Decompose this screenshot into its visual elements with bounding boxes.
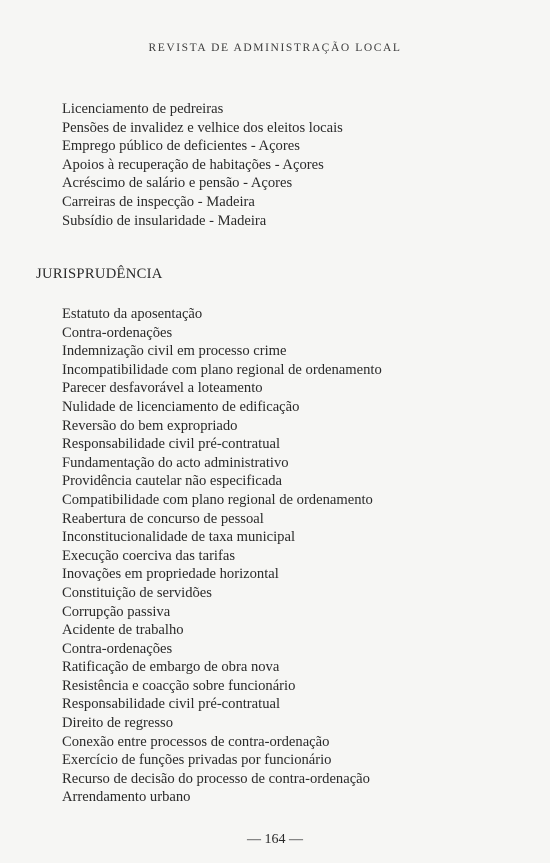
jurisprudence-list bbox=[62, 305, 382, 807]
section-title-jurisprudence: JURISPRUDÊNCIA bbox=[36, 266, 163, 282]
list-item: Parecer desfavorável a loteamento bbox=[62, 380, 263, 397]
list-item: Responsabilidade civil pré-contratual bbox=[62, 696, 281, 713]
page-number: — 164 — bbox=[247, 832, 303, 847]
list-item: Pensões de invalidez e velhice dos eleitos locais bbox=[62, 119, 343, 136]
list-item: Acréscimo de salário e pensão - Açores bbox=[62, 175, 293, 192]
list-item: Incompatibilidade com plano regional de ordenamento bbox=[62, 361, 382, 378]
list-item: Estatuto da aposentação bbox=[62, 306, 203, 322]
list-item: Apoios à recuperação de habitações - Açores bbox=[62, 156, 324, 173]
list-item: Arrendamento urbano bbox=[62, 789, 191, 806]
legislation-list bbox=[62, 100, 343, 230]
list-item: Execução coerciva das tarifas bbox=[62, 547, 235, 564]
list-item: Emprego público de deficientes - Açores bbox=[62, 138, 300, 155]
list-item: Inovações em propriedade horizontal bbox=[62, 566, 279, 583]
list-item: Subsídio de insularidade - Madeira bbox=[62, 212, 267, 229]
list-item: Conexão entre processos de contra-ordenação bbox=[62, 733, 330, 750]
list-item: Carreiras de inspecção - Madeira bbox=[62, 193, 255, 210]
list-item: Nulidade de licenciamento de edificação bbox=[62, 398, 300, 415]
list-item: Direito de regresso bbox=[62, 715, 174, 732]
list-item: Exercício de funções privadas por funcionário bbox=[62, 752, 332, 769]
list-item: Acidente de trabalho bbox=[62, 622, 184, 639]
list-item: Responsabilidade civil pré-contratual bbox=[62, 436, 281, 453]
list-item: Contra-ordenações bbox=[62, 324, 173, 341]
list-item: Licenciamento de pedreiras bbox=[62, 101, 224, 117]
list-item: Reabertura de concurso de pessoal bbox=[62, 510, 264, 527]
list-item: Resistência e coacção sobre funcionário bbox=[62, 677, 296, 694]
list-item: Providência cautelar não especificada bbox=[62, 473, 283, 490]
list-item: Compatibilidade com plano regional de ordenamento bbox=[62, 491, 373, 508]
list-item: Contra-ordenações bbox=[62, 640, 173, 657]
list-item: Reversão do bem expropriado bbox=[62, 417, 238, 434]
list-item: Corrupção passiva bbox=[62, 603, 171, 620]
list-item: Fundamentação do acto administrativo bbox=[62, 454, 289, 471]
running-header: REVISTA DE ADMINISTRAÇÃO LOCAL bbox=[148, 42, 402, 54]
list-item: Recurso de decisão do processo de contra-ordenação bbox=[62, 770, 370, 787]
list-item: Ratificação de embargo de obra nova bbox=[62, 659, 280, 676]
list-item: Inconstitucionalidade de taxa municipal bbox=[62, 529, 296, 546]
list-item: Constituição de servidões bbox=[62, 584, 212, 601]
list-item: Indemnização civil em processo crime bbox=[62, 343, 287, 360]
